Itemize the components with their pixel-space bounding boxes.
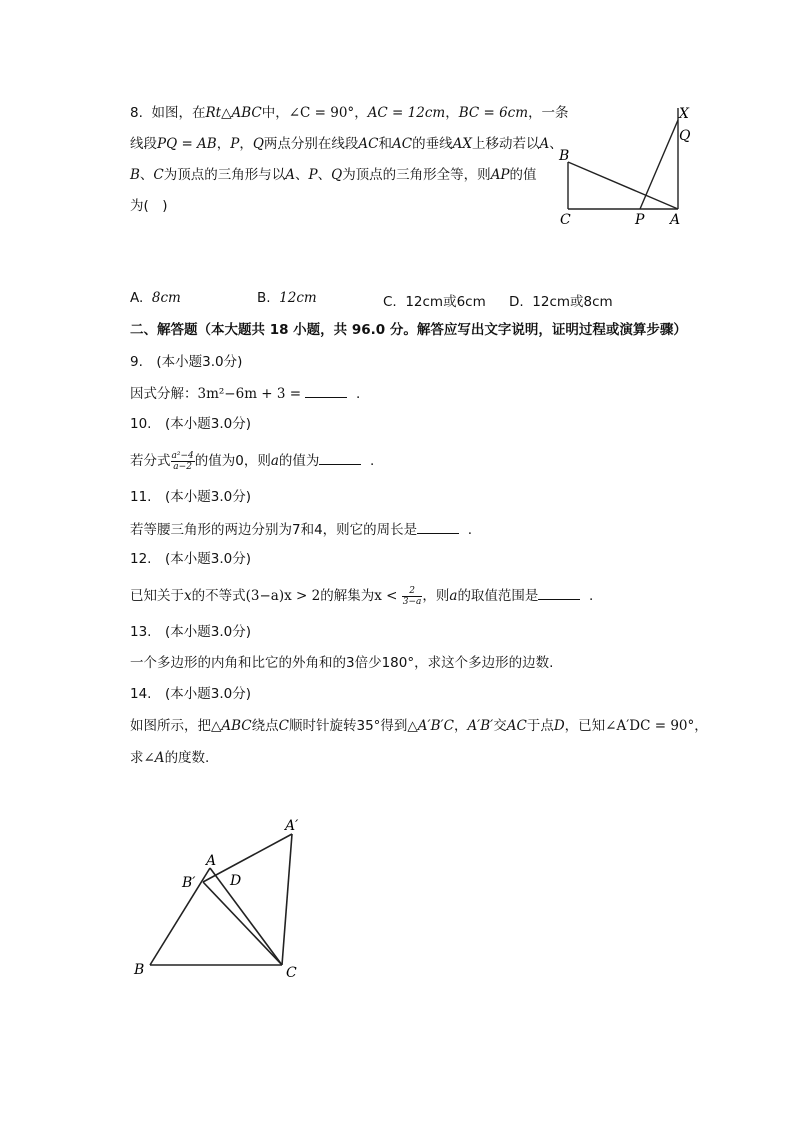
option-label: B. xyxy=(257,290,271,306)
q12-text: 已知关于 xyxy=(130,588,184,604)
q14-line-bprime-aprime xyxy=(203,834,292,882)
q8-text: 两点分别在线段 xyxy=(263,136,359,152)
q8-text: ，一条 xyxy=(528,105,569,121)
q14-label-aprime: A′ xyxy=(285,818,299,834)
q10-text: 若分式 xyxy=(130,453,171,469)
q12-fraction xyxy=(402,586,423,607)
q10-text: 的值为 xyxy=(278,453,320,469)
answer-blank[interactable] xyxy=(305,383,347,398)
q8-number: 8. xyxy=(130,105,143,121)
q14-text: 交 xyxy=(493,718,507,734)
q14-line-ba xyxy=(150,868,210,965)
q12-text: 的取值范围是 xyxy=(457,588,539,604)
option-label: D. xyxy=(509,294,524,310)
q8-math: PQ = AB xyxy=(157,136,217,152)
q8-math: ∠C = 90° xyxy=(288,105,355,121)
q8-text: 的垂线 xyxy=(412,136,453,152)
option-value: 8cm xyxy=(151,290,181,306)
q8-text: 线段 xyxy=(130,136,157,152)
q8-math: BC = 6cm xyxy=(458,105,529,121)
q14-label-c: C xyxy=(286,965,297,981)
q8-text: 为顶点的三角形全等，则 xyxy=(342,167,491,183)
q9-end: . xyxy=(355,386,361,402)
q8-math: B xyxy=(130,167,140,183)
q8-math: A xyxy=(285,167,296,183)
q8-label-b: B xyxy=(559,148,570,164)
answer-blank[interactable] xyxy=(417,519,459,534)
q8-text: 、 xyxy=(549,136,563,152)
q8-label-a: A xyxy=(670,212,681,228)
q8-math: P xyxy=(230,136,240,152)
q14-label-d: D xyxy=(230,873,242,889)
fraction-numerator: a²−4 xyxy=(171,450,194,461)
q8-text: 上移动若以 xyxy=(471,136,540,152)
q14-line-bprime-c xyxy=(203,882,282,965)
q8-text: 的值 xyxy=(509,167,537,183)
q12-header: 12. (本小题3.0分) xyxy=(130,551,251,567)
q14-line-ac xyxy=(210,868,282,965)
q12-end: . xyxy=(589,588,594,604)
q8-text: ， xyxy=(216,136,231,152)
q8-text: 、 xyxy=(295,167,309,183)
q8-label-x: X xyxy=(679,106,689,122)
q13-body: 一个多边形的内角和比它的外角和的3倍少180°，求这个多边形的边数. xyxy=(130,655,554,671)
q12-text: 的不等式 xyxy=(191,588,246,604)
q11-body xyxy=(130,519,472,540)
q8-line2 xyxy=(130,134,563,154)
q14-math: C xyxy=(278,718,289,734)
q9-body xyxy=(130,383,360,404)
q12-var: x xyxy=(184,588,192,604)
q8-math: AX xyxy=(452,136,472,152)
q14-text: ， xyxy=(453,718,468,734)
q8-text: 和 xyxy=(378,136,392,152)
q8-text: 、 xyxy=(139,167,154,183)
q8-math: Rt△ABC xyxy=(205,105,262,121)
q14-label-bprime: B′ xyxy=(182,875,196,891)
q14-math: ∠A xyxy=(143,750,165,766)
q8-line-ba xyxy=(568,162,678,209)
q12-text: ，则 xyxy=(422,588,450,604)
q13-header: 13. (本小题3.0分) xyxy=(130,624,251,640)
q14-text: 于点 xyxy=(526,718,554,734)
q14-header: 14. (本小题3.0分) xyxy=(130,686,251,702)
q14-math: ∠A′DC = 90° xyxy=(605,718,695,734)
q14-math: △A′B′C xyxy=(407,718,454,734)
q14-math: AC xyxy=(506,718,527,734)
q8-math: AC xyxy=(358,136,379,152)
q14-math: D xyxy=(553,718,565,734)
q10-body xyxy=(130,450,374,472)
q14-label-a: A xyxy=(206,853,217,869)
q8-math: Q xyxy=(252,136,264,152)
q8-line3 xyxy=(130,165,537,185)
option-value: 12cm或8cm xyxy=(532,294,613,310)
q8-option-b[interactable] xyxy=(257,290,317,306)
option-label: A. xyxy=(130,290,144,306)
q8-text: 、 xyxy=(317,167,332,183)
q14-text: 如图所示，把 xyxy=(130,718,211,734)
q14-line1 xyxy=(130,716,708,736)
q12-body xyxy=(130,585,593,607)
q12-inequality: (3−a)x > 2 xyxy=(245,588,321,604)
q14-text: ， xyxy=(694,718,708,734)
q14-line2 xyxy=(130,748,209,768)
q8-text: ， xyxy=(445,105,459,121)
fraction-denominator: a−2 xyxy=(173,461,192,472)
q9-expr: 3m²−6m + 3 = xyxy=(197,386,302,402)
q8-line1 xyxy=(130,103,569,123)
answer-blank[interactable] xyxy=(538,585,580,600)
answer-blank[interactable] xyxy=(319,450,361,465)
q8-label-p: P xyxy=(635,212,645,228)
q14-text: 求 xyxy=(130,750,144,766)
q8-math: C xyxy=(153,167,164,183)
q11-header: 11. (本小题3.0分) xyxy=(130,489,251,505)
q14-text: 的度数. xyxy=(164,750,210,766)
q14-math: A′B′ xyxy=(467,718,494,734)
q12-var: a xyxy=(449,588,458,604)
q12-text: 的解集为 xyxy=(320,588,375,604)
q8-math: AP xyxy=(490,167,510,183)
option-value: 12cm或6cm xyxy=(405,294,486,310)
fraction-numerator: 2 xyxy=(402,586,423,597)
fraction-denominator: 3−a xyxy=(402,596,422,607)
q9-header: 9. (本小题3.0分) xyxy=(130,354,243,370)
q9-text: 因式分解： xyxy=(130,386,198,402)
q10-end: . xyxy=(370,453,375,469)
q10-header: 10. (本小题3.0分) xyxy=(130,416,251,432)
q8-option-a[interactable] xyxy=(130,290,181,306)
q8-line-pq xyxy=(640,120,678,209)
q8-text: 为顶点的三角形与以 xyxy=(163,167,286,183)
q14-line-aprime-c xyxy=(282,834,292,965)
q8-math: A xyxy=(539,136,550,152)
q14-text: 顺时针旋转35°得到 xyxy=(288,718,408,734)
q8-figure xyxy=(548,100,698,230)
q8-label-q: Q xyxy=(679,128,691,144)
q8-text: 如图，在 xyxy=(151,105,206,121)
q8-math: AC xyxy=(391,136,413,152)
q8-option-d[interactable] xyxy=(509,290,613,310)
q10-fraction xyxy=(171,451,195,472)
q11-text: 若等腰三角形的两边分别为7和4，则它的周长是 xyxy=(130,522,418,538)
q8-line4: 为( ) xyxy=(130,198,168,214)
q12-solution: x < xyxy=(374,588,398,604)
q14-figure xyxy=(120,805,320,990)
q8-math: P xyxy=(308,167,318,183)
q8-math: Q xyxy=(331,167,343,183)
q14-math: △ABC xyxy=(211,718,252,734)
q8-math: AC = 12cm xyxy=(367,105,446,121)
q14-text: ，已知 xyxy=(564,718,606,734)
q14-label-b: B xyxy=(134,962,145,978)
q8-text: 中， xyxy=(261,105,289,121)
option-value: 12cm xyxy=(279,290,317,306)
q8-text: ， xyxy=(239,136,253,152)
q8-option-c[interactable] xyxy=(383,290,486,310)
q8-label-c: C xyxy=(560,212,571,228)
q8-text: ， xyxy=(354,105,368,121)
q10-text: 的值为0，则 xyxy=(194,453,271,469)
q14-text: 绕点 xyxy=(251,718,279,734)
q10-var: a xyxy=(270,453,279,469)
option-label: C. xyxy=(383,294,397,310)
section-heading: 二、解答题（本大题共 18 小题，共 96.0 分。解答应写出文字说明，证明过程或演算步骤） xyxy=(130,322,687,338)
q11-end: . xyxy=(467,522,473,538)
